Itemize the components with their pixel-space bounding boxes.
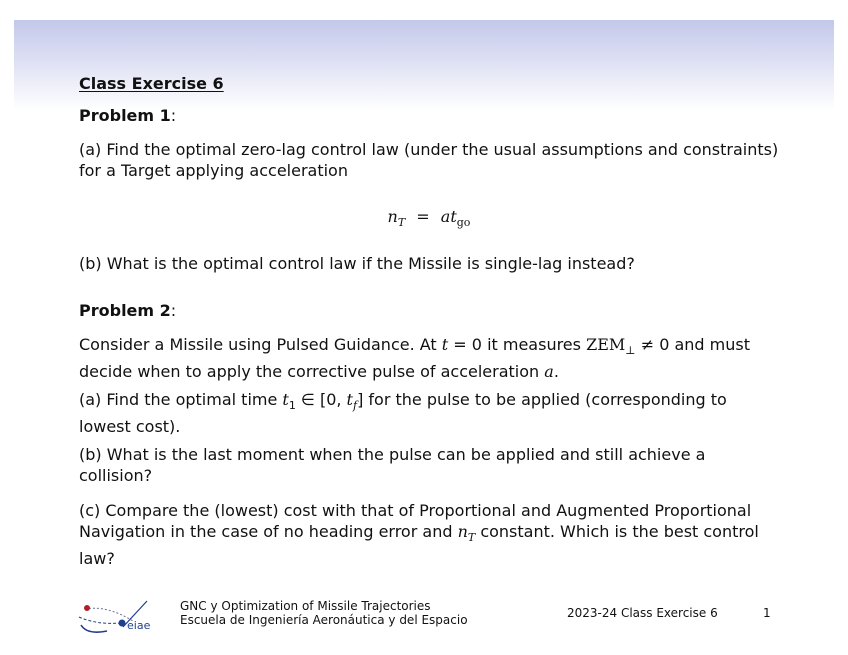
p2c-text-1: (c) Compare the (lowest) cost with that of Proportional and Augmented Proportional Navigation in the case of no heading error and bbox=[79, 501, 752, 541]
eiae-logo-icon bbox=[77, 595, 157, 635]
eq-lhs: n bbox=[387, 207, 398, 226]
footer bbox=[14, 592, 834, 640]
svg-text:eiae: eiae bbox=[127, 619, 151, 632]
problem-2-label: Problem 2 bbox=[79, 301, 171, 320]
problem-1-part-a: (a) Find the optimal zero-lag control law (under the usual assumptions and constraints) for a Target applying acceleration bbox=[79, 140, 779, 180]
intro-end: . bbox=[553, 362, 559, 382]
slide bbox=[14, 20, 834, 640]
p2a-var-t1: t bbox=[282, 390, 289, 409]
p2a-text-2: ∈ [0, bbox=[295, 390, 347, 409]
intro-zem-sub: ⊥ bbox=[625, 344, 636, 358]
p2c-text-2: constant. Which is the best control law? bbox=[79, 522, 759, 569]
problem-1-part-b: (b) What is the optimal control law if the Missile is single-lag instead? bbox=[79, 254, 635, 273]
intro-text-2: = 0 it measures bbox=[448, 335, 587, 354]
problem-2-part-c bbox=[79, 500, 779, 569]
p2a-var-tf-sub: f bbox=[352, 399, 358, 413]
p2a-text-1: (a) Find the optimal time bbox=[79, 390, 283, 409]
eq-sign: = bbox=[416, 207, 430, 226]
problem-2-heading: Problem 2: bbox=[79, 301, 177, 320]
footer-left bbox=[180, 599, 468, 627]
eq-rhs: at bbox=[440, 207, 457, 226]
eq-lhs-sub: T bbox=[397, 216, 406, 230]
problem-2-part-b: (b) What is the last moment when the pulse can be applied and still achieve a collision? bbox=[79, 445, 706, 485]
intro-text-1: Consider a Missile using Pulsed Guidance. At bbox=[79, 335, 442, 354]
slide-title: Class Exercise 6 bbox=[79, 74, 224, 93]
eq-rhs-sub: go bbox=[456, 216, 471, 230]
intro-text-3: ≠ 0 and must decide when to apply the corrective pulse of acceleration bbox=[79, 335, 750, 382]
intro-zem: ZEM bbox=[586, 335, 626, 354]
p2a-text-3: ] for the pulse to be applied (corresponding to lowest cost). bbox=[79, 390, 727, 437]
footer-school: Escuela de Ingeniería Aeronáutica y del Espacio bbox=[180, 613, 468, 627]
problem-1-heading: Problem 1: bbox=[79, 106, 177, 125]
header-band bbox=[14, 20, 834, 110]
intro-var-t: t bbox=[441, 335, 449, 354]
p2a-var-t1-sub: 1 bbox=[288, 399, 296, 413]
p2c-var-n: n bbox=[457, 522, 468, 541]
intro-var-a: a bbox=[544, 362, 554, 382]
footer-course: GNC y Optimization of Missile Trajectories bbox=[180, 599, 431, 613]
footer-date-title: 2023-24 Class Exercise 6 bbox=[567, 606, 718, 620]
problem-2-part-a bbox=[79, 389, 779, 437]
equation-target-acceleration bbox=[79, 206, 779, 233]
p2a-var-tf: t bbox=[346, 390, 353, 409]
problem-1-label: Problem 1 bbox=[79, 106, 171, 125]
footer-page-number: 1 bbox=[763, 606, 771, 620]
problem-2-intro bbox=[79, 334, 779, 382]
p2c-var-n-sub: T bbox=[467, 531, 476, 545]
